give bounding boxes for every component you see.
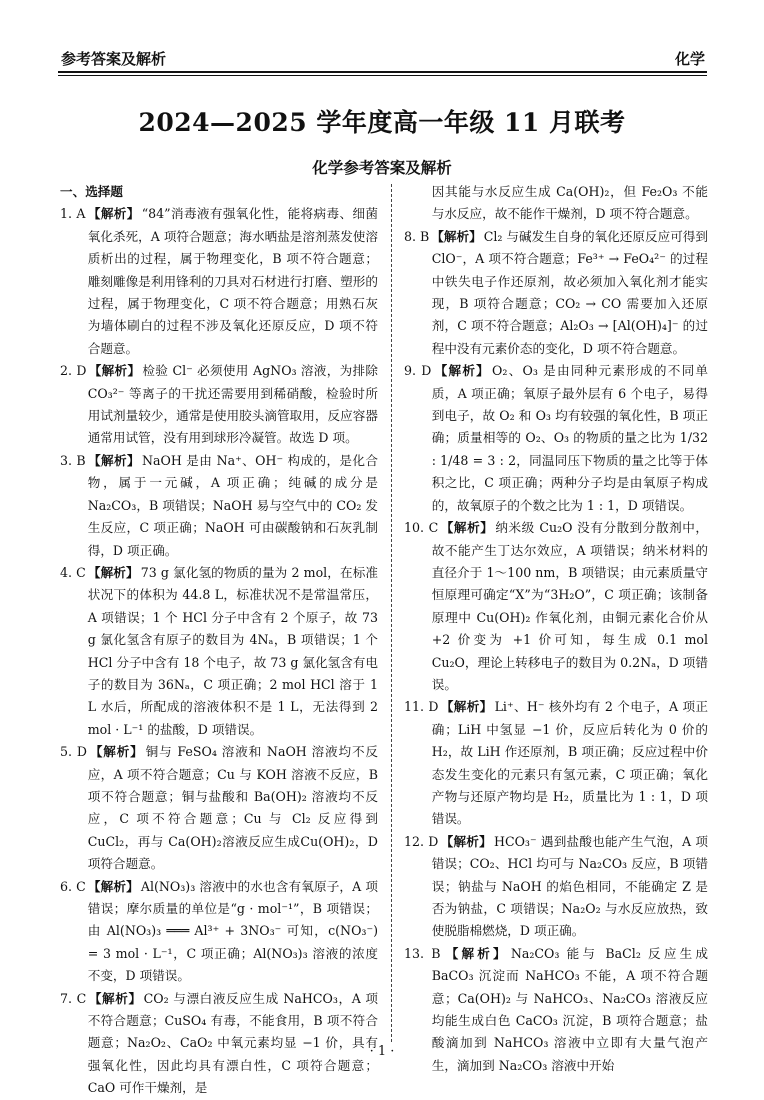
item-text: Na₂CO₃ 能与 BaCl₂ 反应生成 BaCO₃ 沉淀而 NaHCO₃ 不能，A 项不符合题意；Ca(OH)₂ 与 NaHCO₃、Na₂CO₃ 溶液反应均能生成白色 CaCO₃ 沉淀，B 项符合题意；盐酸滴加到 NaHCO₃ 溶液中立即有大量气泡产生，滴加到 Na₂CO₃ 溶液中开始 <box>431 945 709 1073</box>
item-text: “84”消毒液有强氧化性，能将病毒、细菌氧化杀死，A 项符合题意；海水晒盐是溶剂蒸发使溶质析出的过程，属于物理变化，B 项不符合题意；雕刻雕像是利用锋利的刀具对石材进行打磨、塑形的过程，属于物理变化，C 项不符合题意；用熟石灰为墙体刷白的过程不涉及氧化还原反应，D 项不符合题意。 <box>87 206 378 356</box>
item-text: CO₂ 与漂白液反应生成 NaHCO₃，A 项不符合题意；CuSO₄ 有毒，不能食用，B 项不符合题意；Na₂O₂、CaO₂ 中氧元素均显 −1 价，具有强氧化性，因此均具有漂白性，C 项符合题意；CaO 可作干燥剂，是 <box>87 990 378 1096</box>
left-answer-list <box>60 203 378 1099</box>
item-text: Al(NO₃)₃ 溶液中的水也含有氧原子，A 项错误；摩尔质量的单位是“g · mol⁻¹”，B 项错误；由 Al(NO₃)₃ ═══ Al³⁺ + 3NO₃⁻ 可知，c(NO₃⁻) = 3 mol · L⁻¹，C 项正确；Al(NO₃)₃ 溶液的浓度不变，D 项错误。 <box>87 878 378 984</box>
answer-item-1 <box>60 203 378 360</box>
item-number: 1. <box>60 206 77 222</box>
item-text: 纳米级 Cu₂O 没有分散到分散剂中，故不能产生丁达尔效应，A 项错误；纳米材料的直径介于 1～100 nm，B 项错误；由元素质量守恒原理可确定“X”为“3H₂O”，C 项正确；该制备原理中 Cu(OH)₂ 作氧化剂，由铜元素化合价从 +2 价变为 +1 价可知，每生成 0.1 mol Cu₂O，理论上转移电子的数目为 0.2Nₐ，D 项错误。 <box>431 520 708 692</box>
item-number: 10. <box>404 520 429 536</box>
item-answer: C <box>428 520 439 536</box>
item-text: 检验 Cl⁻ 必须使用 AgNO₃ 溶液，为排除 CO₃²⁻ 等离子的干扰还需要用到稀硝酸，检验时所用试剂量较少，通常是使用胶头滴管取用，反应容器通常用试管，没有用到球形冷凝管。故选 D 项。 <box>87 363 378 446</box>
item-answer: C <box>76 878 86 894</box>
item-text: HCO₃⁻ 遇到盐酸也能产生气泡，A 项错误；CO₂、HCl 均可与 Na₂CO₃ 反应，B 项错误；钠盐与 NaOH 的焰色相同，不能确定 Z 是否为钠盐，C 项错误；Na₂O₂ 与水反应放热，致使脱脂棉燃烧，D 项正确。 <box>431 833 708 939</box>
item-number: 4. <box>60 564 77 580</box>
analysis-tag: 【解析】 <box>88 363 141 379</box>
item-text: 铜与 FeSO₄ 溶液和 NaOH 溶液均不反应，A 项不符合题意；Cu 与 KOH 溶液不反应，B 项不符合题意；铜与盐酸和 Ba(OH)₂ 溶液均不反应，C 项不符合题意；Cu 与 Cl₂ 反应得到 CuCl₂，再与 Ca(OH)₂溶液反应生成Cu(OH)₂，D 项符合题意。 <box>87 744 378 872</box>
item-answer: D <box>76 363 87 379</box>
item-text: 73 g 氯化氢的物质的量为 2 mol，在标准状况下的体积为 44.8 L，标准状况不是常温常压，A 项错误；1 个 HCl 分子中含有 2 个原子，故 73 g 氯化氢含有原子的数目为 4Nₐ，B 项错误；1 个 HCl 分子中含有 18 个电子，故 73 g 氯化氢含有电子的数目为 36Nₐ，C 项正确；2 mol HCl 溶于 1 L 水后，所配成的溶液体积不是 1 L，无法得到 2 mol · L⁻¹ 的盐酸，D 项错误。 <box>87 564 378 737</box>
item-answer: D <box>428 833 439 849</box>
answer-item-12 <box>404 831 708 943</box>
column-divider <box>391 184 392 1042</box>
item-text: O₂、O₃ 是由同种元素形成的不同单质，A 项正确；氧原子最外层有 6 个电子，易得到电子，故 O₂ 和 O₃ 均有较强的氧化性，B 项正确；质量相等的 O₂、O₃ 的物质的量之比为 1/32 : 1/48 = 3 : 2，同温同压下物质的量之比等于体积之比，C 项正确；两种分子均是由氧原子构成的，故氧原子的个数之比为 1 : 1，D 项错误。 <box>431 363 709 513</box>
answer-item-11 <box>404 696 708 830</box>
section-label: 一、选择题 <box>60 184 123 199</box>
left-column <box>60 181 378 1100</box>
item-number: 11. <box>404 699 429 715</box>
item-answer: B <box>431 945 441 961</box>
document-title: 2024—2025 学年度高一年级 11 月联考 <box>138 108 626 137</box>
page-number: · 1 · <box>369 1044 395 1059</box>
header-left-label: 参考答案及解析 <box>61 50 167 68</box>
page-header <box>58 44 707 70</box>
item-number: 6. <box>60 878 77 894</box>
item-answer: C <box>76 990 87 1006</box>
item-number: 9. <box>404 363 422 379</box>
item-text: NaOH 是由 Na⁺、OH⁻ 构成的，是化合物，属于一元碱，A 项正确；纯碱的成分是 Na₂CO₃，B 项错误；NaOH 易与空气中的 CO₂ 发生反应，C 项正确；NaOH 可由碳酸钠和石灰乳制得，D 项正确。 <box>87 452 378 558</box>
item-answer: C <box>76 564 86 580</box>
right-answer-list <box>404 226 708 1077</box>
analysis-tag: 【解析】 <box>87 878 139 894</box>
analysis-tag: 【解析】 <box>87 206 140 222</box>
answer-item-10 <box>404 517 708 696</box>
item-number: 13. <box>404 945 432 961</box>
item-text: Cl₂ 与碱发生自身的氧化还原反应可得到 ClO⁻，A 项不符合题意；Fe³⁺ → FeO₄²⁻ 的过程中铁失电子作还原剂，故必须加入氧化剂才能实现，B 项符合题意；CO₂ → CO 需要加入还原剂，C 项不符合题意；Al₂O₃ → [Al(OH)₄]⁻ 的过程中没有元素价态的变化，D 项不符合题意。 <box>431 228 708 356</box>
analysis-tag: 【解析】 <box>442 945 509 961</box>
answer-item-6 <box>60 876 378 988</box>
analysis-tag: 【解析】 <box>87 564 139 580</box>
item-text: Li⁺、H⁻ 核外均有 2 个电子，A 项正确；LiH 中氢显 −1 价，反应后转化为 0 价的 H₂，故 LiH 作还原剂，B 项正确；反应过程中价态发生变化的元素只有氢元素，C 项正确；氧化产物与还原产物均是 H₂，质量比为 1 : 1，D 项错误。 <box>431 699 708 827</box>
item-answer: B <box>76 452 86 468</box>
answer-item-2 <box>60 360 378 450</box>
analysis-tag: 【解析】 <box>88 744 144 760</box>
item-answer: B <box>420 228 430 244</box>
item-number: 5. <box>60 744 77 760</box>
analysis-tag: 【解析】 <box>440 833 492 849</box>
analysis-tag: 【解析】 <box>440 699 493 715</box>
item-number: 12. <box>404 833 429 849</box>
answer-item-5 <box>60 741 378 875</box>
analysis-tag: 【解析】 <box>433 363 491 379</box>
analysis-tag: 【解析】 <box>88 990 142 1006</box>
header-rule-thin <box>58 75 707 76</box>
analysis-tag: 【解析】 <box>87 452 141 468</box>
analysis-tag: 【解析】 <box>440 520 494 536</box>
answer-item-9 <box>404 360 708 517</box>
item-7-continuation: 因其能与水反应生成 Ca(OH)₂，但 Fe₂O₃ 不能与水反应，故不能作干燥剂，D 项不符合题意。 <box>431 184 708 222</box>
document-subtitle: 化学参考答案及解析 <box>312 159 452 177</box>
right-column <box>404 181 708 1077</box>
answer-item-8 <box>404 226 708 360</box>
header-rule-thick <box>58 71 707 73</box>
item-number: 2. <box>60 363 77 379</box>
item-answer: D <box>421 363 432 379</box>
item-number: 7. <box>60 990 77 1006</box>
item-number: 3. <box>60 452 77 468</box>
analysis-tag: 【解析】 <box>431 228 482 244</box>
item-answer: D <box>428 699 439 715</box>
header-subject-label: 化学 <box>674 50 705 68</box>
item-number: 8. <box>404 228 421 244</box>
item-answer: D <box>76 744 87 760</box>
answer-item-3 <box>60 450 378 562</box>
item-answer: A <box>76 206 86 222</box>
answer-item-4 <box>60 562 378 741</box>
